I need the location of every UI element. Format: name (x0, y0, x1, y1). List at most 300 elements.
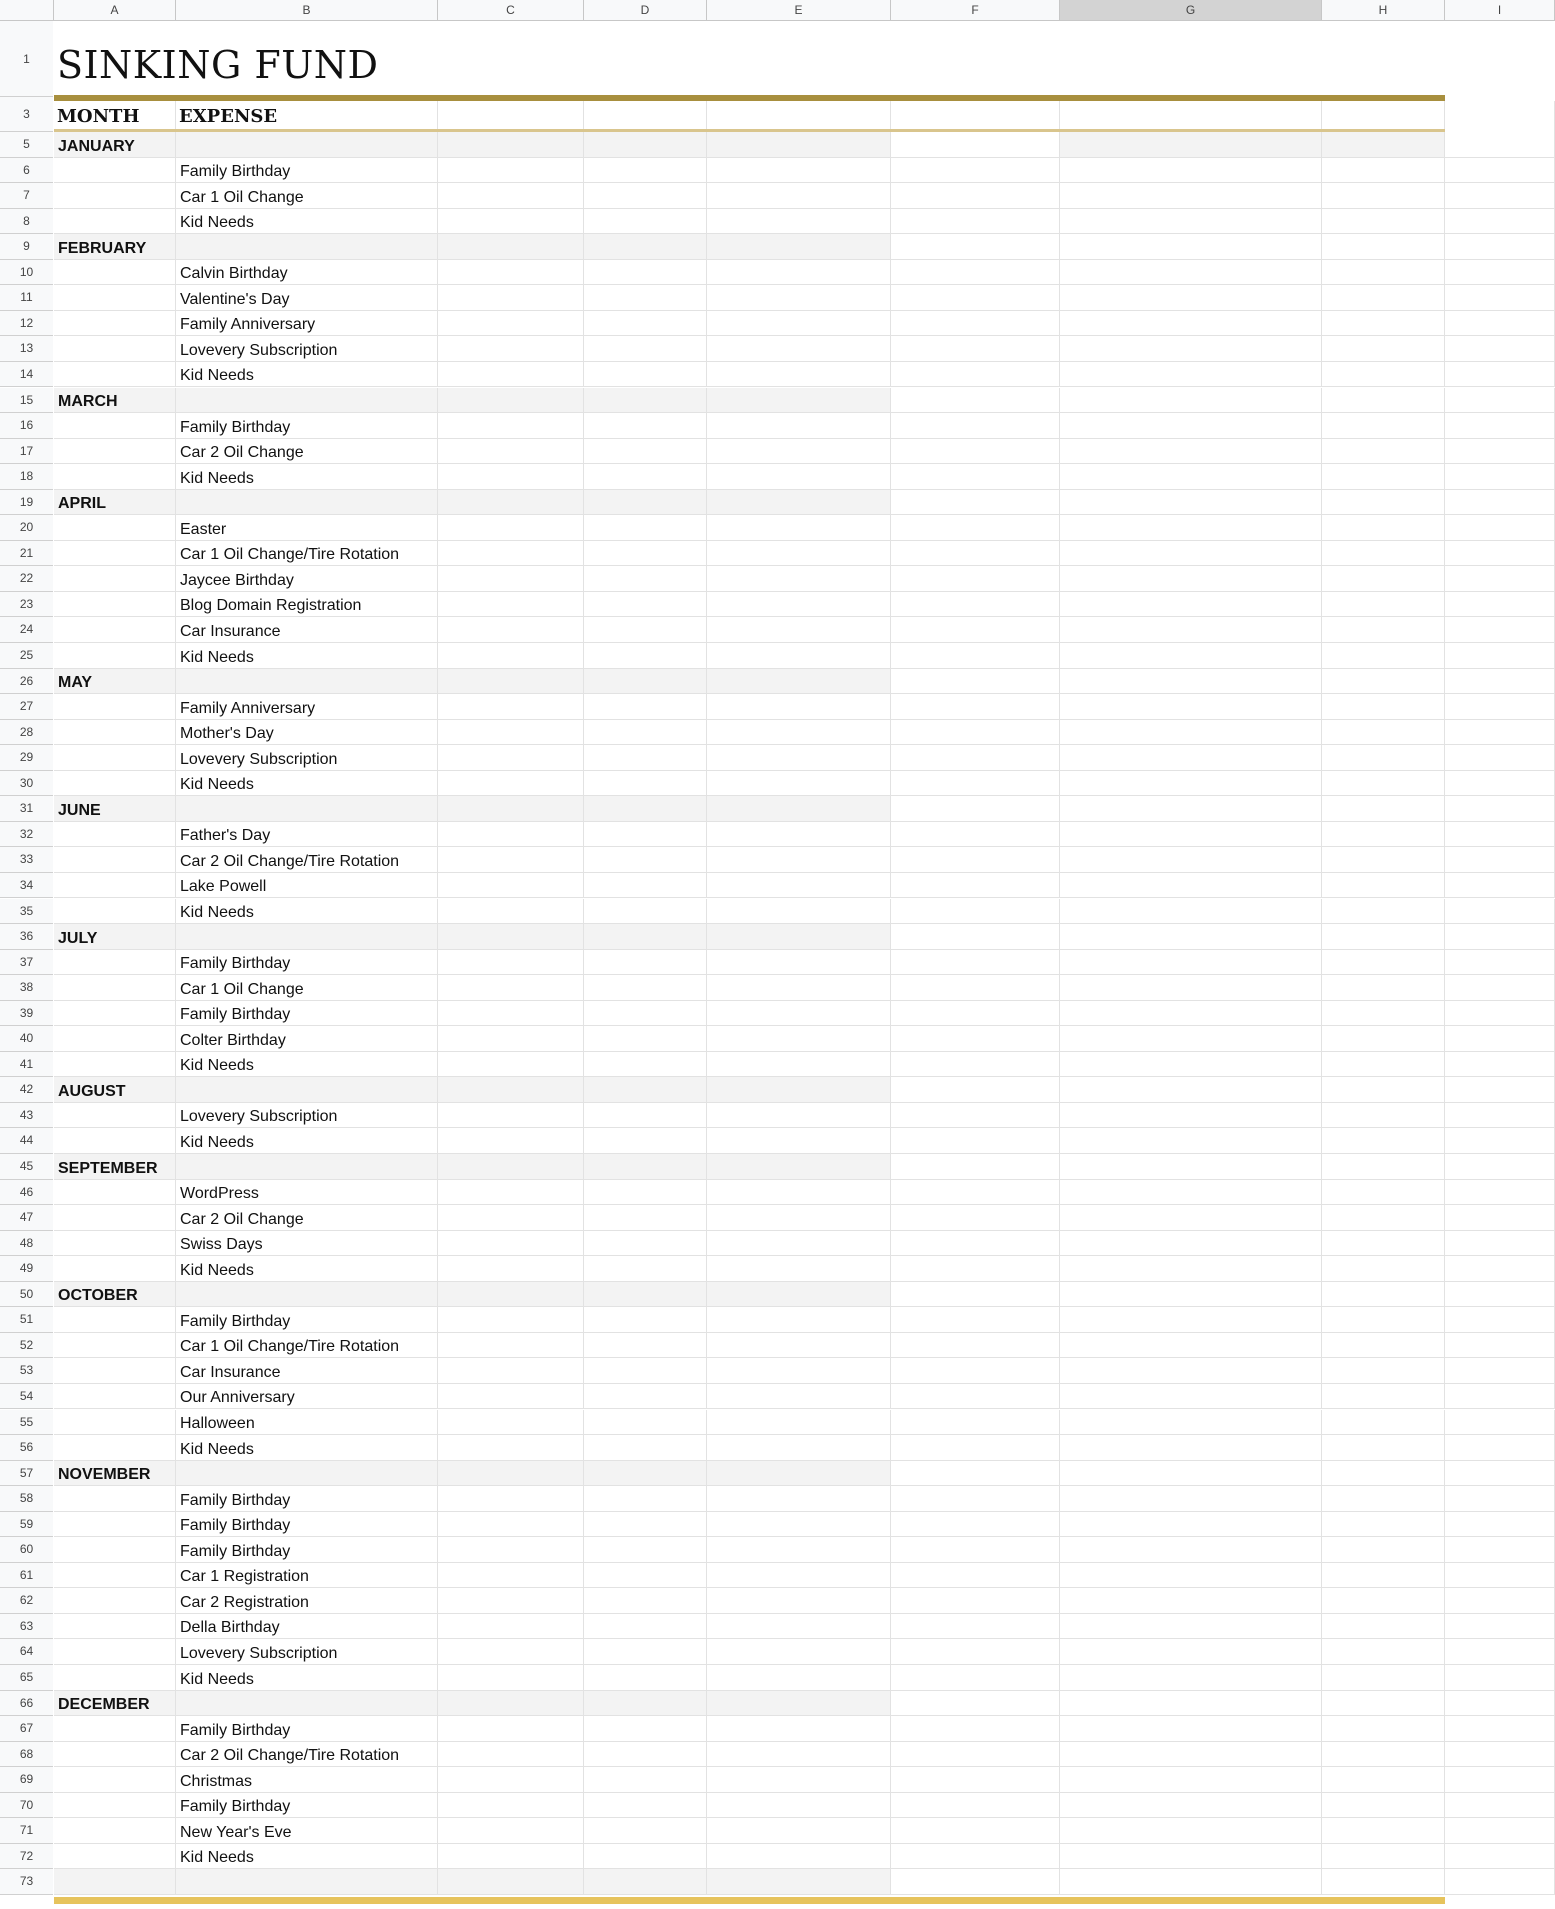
expense-row-cell-d[interactable] (584, 975, 707, 1001)
expense-row-cell-c[interactable] (438, 950, 584, 976)
month-row-cell-f[interactable] (891, 1691, 1060, 1717)
month-row-cell-h[interactable] (1322, 490, 1445, 516)
expense-row-cell-a[interactable] (54, 158, 176, 184)
expense-row-cell-d[interactable] (584, 617, 707, 643)
expense-row-cell-b[interactable]: Halloween (176, 1410, 438, 1436)
expense-row-cell-e[interactable] (707, 1563, 891, 1589)
expense-row-cell-d[interactable] (584, 285, 707, 311)
expense-row-cell-c[interactable] (438, 1639, 584, 1665)
expense-row-cell-g[interactable] (1060, 1537, 1322, 1563)
expense-row-cell-h[interactable] (1322, 1026, 1445, 1052)
expense-row-cell-e[interactable] (707, 1512, 891, 1538)
expense-row-cell-a[interactable] (54, 847, 176, 873)
expense-row-cell-c[interactable] (438, 1665, 584, 1691)
month-row-cell-i[interactable] (1445, 1869, 1555, 1895)
month-row-cell-f[interactable] (891, 1282, 1060, 1308)
month-row-cell-a[interactable]: DECEMBER (54, 1691, 176, 1717)
month-row-cell-d[interactable] (584, 1869, 707, 1895)
expense-row-cell-e[interactable] (707, 771, 891, 797)
row-header-55[interactable]: 55 (0, 1410, 53, 1436)
expense-row-cell-a[interactable] (54, 822, 176, 848)
month-row-cell-a[interactable]: JUNE (54, 796, 176, 822)
row-header-1[interactable]: 1 (0, 21, 53, 97)
expense-row-cell-c[interactable] (438, 745, 584, 771)
expense-row-cell-g[interactable] (1060, 1818, 1322, 1844)
column-header-g[interactable]: G (1060, 0, 1322, 21)
expense-row-cell-c[interactable] (438, 592, 584, 618)
expense-row-cell-c[interactable] (438, 1052, 584, 1078)
expense-row-cell-e[interactable] (707, 899, 891, 925)
expense-row-cell-g[interactable] (1060, 592, 1322, 618)
expense-row-cell-h[interactable] (1322, 1537, 1445, 1563)
expense-row-cell-c[interactable] (438, 1716, 584, 1742)
expense-row-cell-h[interactable] (1322, 1665, 1445, 1691)
expense-row-cell-d[interactable] (584, 1537, 707, 1563)
expense-row-cell-f[interactable] (891, 336, 1060, 362)
row-header-67[interactable]: 67 (0, 1716, 53, 1742)
month-row-cell-i[interactable] (1445, 1461, 1555, 1487)
expense-row-cell-g[interactable] (1060, 1793, 1322, 1819)
expense-row-cell-a[interactable] (54, 541, 176, 567)
expense-row-cell-g[interactable] (1060, 1180, 1322, 1206)
row-header-31[interactable]: 31 (0, 796, 53, 822)
expense-row-cell-f[interactable] (891, 1614, 1060, 1640)
month-row-cell-b[interactable] (176, 1691, 438, 1717)
expense-row-cell-c[interactable] (438, 1333, 584, 1359)
expense-row-cell-e[interactable] (707, 413, 891, 439)
expense-row-cell-c[interactable] (438, 566, 584, 592)
expense-row-cell-h[interactable] (1322, 515, 1445, 541)
month-row-cell-f[interactable] (891, 388, 1060, 414)
row-header-64[interactable]: 64 (0, 1639, 53, 1665)
expense-row-cell-a[interactable] (54, 515, 176, 541)
month-row-cell-b[interactable] (176, 1869, 438, 1895)
expense-row-cell-f[interactable] (891, 209, 1060, 235)
expense-row-cell-i[interactable] (1445, 1742, 1555, 1768)
expense-row-cell-a[interactable] (54, 1818, 176, 1844)
month-row-cell-e[interactable] (707, 1691, 891, 1717)
expense-row-cell-a[interactable] (54, 1256, 176, 1282)
expense-row-cell-f[interactable] (891, 1052, 1060, 1078)
expense-row-cell-i[interactable] (1445, 336, 1555, 362)
expense-row-cell-e[interactable] (707, 592, 891, 618)
row-header-14[interactable]: 14 (0, 362, 53, 388)
expense-row-cell-g[interactable] (1060, 1716, 1322, 1742)
month-row-cell-b[interactable] (176, 388, 438, 414)
expense-row-cell-e[interactable] (707, 285, 891, 311)
expense-row-cell-a[interactable] (54, 1537, 176, 1563)
expense-row-cell-g[interactable] (1060, 209, 1322, 235)
expense-row-cell-f[interactable] (891, 1793, 1060, 1819)
month-row-cell-d[interactable] (584, 234, 707, 260)
month-row-cell-c[interactable] (438, 1282, 584, 1308)
month-row-cell-f[interactable] (891, 490, 1060, 516)
expense-row-cell-i[interactable] (1445, 1358, 1555, 1384)
expense-row-cell-b[interactable]: Valentine's Day (176, 285, 438, 311)
month-row-cell-g[interactable] (1060, 1282, 1322, 1308)
row-header-41[interactable]: 41 (0, 1052, 53, 1078)
expense-row-cell-f[interactable] (891, 1563, 1060, 1589)
expense-row-cell-d[interactable] (584, 1588, 707, 1614)
expense-row-cell-a[interactable] (54, 362, 176, 388)
expense-row-cell-i[interactable] (1445, 1333, 1555, 1359)
month-row-cell-c[interactable] (438, 388, 584, 414)
expense-row-cell-c[interactable] (438, 285, 584, 311)
expense-row-cell-c[interactable] (438, 643, 584, 669)
expense-row-cell-h[interactable] (1322, 1205, 1445, 1231)
month-row-cell-g[interactable] (1060, 1077, 1322, 1103)
expense-row-cell-f[interactable] (891, 1767, 1060, 1793)
expense-row-cell-f[interactable] (891, 413, 1060, 439)
row-header-59[interactable]: 59 (0, 1512, 53, 1538)
expense-row-cell-i[interactable] (1445, 541, 1555, 567)
expense-row-cell-e[interactable] (707, 209, 891, 235)
expense-row-cell-e[interactable] (707, 1410, 891, 1436)
row-header-38[interactable]: 38 (0, 975, 53, 1001)
row-header-63[interactable]: 63 (0, 1614, 53, 1640)
expense-row-cell-b[interactable]: Family Birthday (176, 950, 438, 976)
row-header-44[interactable]: 44 (0, 1128, 53, 1154)
expense-row-cell-e[interactable] (707, 515, 891, 541)
row-header-48[interactable]: 48 (0, 1231, 53, 1257)
month-row-cell-e[interactable] (707, 1077, 891, 1103)
expense-row-cell-i[interactable] (1445, 1793, 1555, 1819)
expense-row-cell-a[interactable] (54, 873, 176, 899)
row-header-5[interactable]: 5 (0, 132, 53, 158)
expense-row-cell-d[interactable] (584, 1128, 707, 1154)
month-row-cell-b[interactable] (176, 796, 438, 822)
month-row-cell-i[interactable] (1445, 234, 1555, 260)
month-row-cell-e[interactable] (707, 924, 891, 950)
expense-row-cell-c[interactable] (438, 515, 584, 541)
expense-row-cell-b[interactable]: Family Birthday (176, 1001, 438, 1027)
row-header-34[interactable]: 34 (0, 873, 53, 899)
expense-row-cell-g[interactable] (1060, 847, 1322, 873)
row-header-73[interactable]: 73 (0, 1869, 53, 1895)
expense-row-cell-e[interactable] (707, 1180, 891, 1206)
expense-row-cell-b[interactable]: Kid Needs (176, 771, 438, 797)
month-row-cell-c[interactable] (438, 1461, 584, 1487)
expense-row-cell-a[interactable] (54, 464, 176, 490)
expense-row-cell-b[interactable]: Car 1 Oil Change/Tire Rotation (176, 541, 438, 567)
expense-row-cell-h[interactable] (1322, 1716, 1445, 1742)
expense-row-cell-a[interactable] (54, 1052, 176, 1078)
expense-row-cell-c[interactable] (438, 1512, 584, 1538)
expense-row-cell-i[interactable] (1445, 899, 1555, 925)
expense-row-cell-d[interactable] (584, 1742, 707, 1768)
expense-row-cell-b[interactable]: Lake Powell (176, 873, 438, 899)
month-row-cell-a[interactable] (54, 1869, 176, 1895)
expense-row-cell-g[interactable] (1060, 515, 1322, 541)
expense-row-cell-g[interactable] (1060, 336, 1322, 362)
expense-row-cell-c[interactable] (438, 1818, 584, 1844)
month-row-cell-g[interactable] (1060, 1691, 1322, 1717)
expense-row-cell-e[interactable] (707, 1052, 891, 1078)
month-row-cell-a[interactable]: FEBRUARY (54, 234, 176, 260)
expense-row-cell-g[interactable] (1060, 899, 1322, 925)
expense-row-cell-a[interactable] (54, 1793, 176, 1819)
expense-row-cell-a[interactable] (54, 209, 176, 235)
expense-row-cell-b[interactable]: Car 1 Registration (176, 1563, 438, 1589)
row-header-15[interactable]: 15 (0, 388, 53, 414)
expense-row-cell-c[interactable] (438, 1026, 584, 1052)
row-header-52[interactable]: 52 (0, 1333, 53, 1359)
expense-row-cell-e[interactable] (707, 847, 891, 873)
expense-row-cell-d[interactable] (584, 515, 707, 541)
row-header-65[interactable]: 65 (0, 1665, 53, 1691)
expense-row-cell-h[interactable] (1322, 1563, 1445, 1589)
row-header-24[interactable]: 24 (0, 617, 53, 643)
expense-row-cell-b[interactable]: Lovevery Subscription (176, 1639, 438, 1665)
month-row-cell-e[interactable] (707, 1154, 891, 1180)
expense-row-cell-a[interactable] (54, 1128, 176, 1154)
expense-row-cell-i[interactable] (1445, 260, 1555, 286)
expense-row-cell-a[interactable] (54, 592, 176, 618)
expense-row-cell-b[interactable]: Colter Birthday (176, 1026, 438, 1052)
expense-row-cell-h[interactable] (1322, 643, 1445, 669)
expense-row-cell-f[interactable] (891, 1742, 1060, 1768)
expense-row-cell-g[interactable] (1060, 362, 1322, 388)
expense-row-cell-c[interactable] (438, 1358, 584, 1384)
month-row-cell-d[interactable] (584, 924, 707, 950)
expense-row-cell-f[interactable] (891, 1001, 1060, 1027)
month-row-cell-c[interactable] (438, 1691, 584, 1717)
expense-row-cell-a[interactable] (54, 1307, 176, 1333)
expense-row-cell-e[interactable] (707, 566, 891, 592)
select-all-corner[interactable] (0, 0, 54, 21)
expense-row-cell-c[interactable] (438, 209, 584, 235)
row-header-25[interactable]: 25 (0, 643, 53, 669)
month-row-cell-a[interactable]: MARCH (54, 388, 176, 414)
month-row-cell-i[interactable] (1445, 1282, 1555, 1308)
expense-row-cell-d[interactable] (584, 592, 707, 618)
expense-row-cell-c[interactable] (438, 1844, 584, 1870)
expense-row-cell-a[interactable] (54, 1486, 176, 1512)
expense-row-cell-d[interactable] (584, 1410, 707, 1436)
expense-row-cell-b[interactable]: Christmas (176, 1767, 438, 1793)
expense-row-cell-c[interactable] (438, 183, 584, 209)
expense-row-cell-i[interactable] (1445, 1052, 1555, 1078)
expense-row-cell-b[interactable]: Lovevery Subscription (176, 1103, 438, 1129)
row-header-9[interactable]: 9 (0, 234, 53, 260)
expense-row-cell-f[interactable] (891, 592, 1060, 618)
month-row-cell-f[interactable] (891, 924, 1060, 950)
expense-row-cell-b[interactable]: Family Birthday (176, 1512, 438, 1538)
expense-row-cell-g[interactable] (1060, 311, 1322, 337)
month-row-cell-c[interactable] (438, 669, 584, 695)
expense-row-cell-g[interactable] (1060, 1384, 1322, 1410)
expense-row-cell-g[interactable] (1060, 1256, 1322, 1282)
expense-row-cell-f[interactable] (891, 1180, 1060, 1206)
expense-row-cell-a[interactable] (54, 771, 176, 797)
row-header-36[interactable]: 36 (0, 924, 53, 950)
expense-row-cell-i[interactable] (1445, 1844, 1555, 1870)
expense-row-cell-d[interactable] (584, 1256, 707, 1282)
row-header-13[interactable]: 13 (0, 336, 53, 362)
expense-row-cell-i[interactable] (1445, 464, 1555, 490)
row-header-54[interactable]: 54 (0, 1384, 53, 1410)
month-row-cell-g[interactable] (1060, 132, 1322, 158)
expense-row-cell-h[interactable] (1322, 1180, 1445, 1206)
expense-row-cell-a[interactable] (54, 720, 176, 746)
expense-row-cell-c[interactable] (438, 1307, 584, 1333)
row-header-3[interactable]: 3 (0, 97, 53, 132)
expense-row-cell-g[interactable] (1060, 1486, 1322, 1512)
expense-row-cell-a[interactable] (54, 1205, 176, 1231)
expense-row-cell-a[interactable] (54, 1716, 176, 1742)
expense-row-cell-d[interactable] (584, 847, 707, 873)
expense-row-cell-c[interactable] (438, 311, 584, 337)
expense-row-cell-g[interactable] (1060, 260, 1322, 286)
expense-row-cell-b[interactable]: Kid Needs (176, 643, 438, 669)
expense-row-cell-g[interactable] (1060, 1128, 1322, 1154)
month-row-cell-d[interactable] (584, 1282, 707, 1308)
expense-row-cell-c[interactable] (438, 1793, 584, 1819)
month-row-cell-d[interactable] (584, 490, 707, 516)
expense-row-cell-f[interactable] (891, 1205, 1060, 1231)
month-row-cell-e[interactable] (707, 669, 891, 695)
month-row-cell-e[interactable] (707, 132, 891, 158)
month-row-cell-b[interactable] (176, 234, 438, 260)
header-cell-i[interactable] (1445, 101, 1555, 132)
row-header-17[interactable]: 17 (0, 439, 53, 465)
expense-row-cell-a[interactable] (54, 1358, 176, 1384)
expense-row-cell-d[interactable] (584, 1716, 707, 1742)
month-row-cell-g[interactable] (1060, 1461, 1322, 1487)
row-header-16[interactable]: 16 (0, 413, 53, 439)
expense-row-cell-b[interactable]: Kid Needs (176, 362, 438, 388)
header-cell-f[interactable] (891, 101, 1060, 132)
expense-row-cell-i[interactable] (1445, 720, 1555, 746)
header-cell-h[interactable] (1322, 101, 1445, 132)
expense-row-cell-e[interactable] (707, 720, 891, 746)
row-header-19[interactable]: 19 (0, 490, 53, 516)
row-header-70[interactable]: 70 (0, 1793, 53, 1819)
expense-row-cell-b[interactable]: Car 1 Oil Change (176, 183, 438, 209)
expense-row-cell-c[interactable] (438, 694, 584, 720)
expense-row-cell-h[interactable] (1322, 183, 1445, 209)
expense-row-cell-g[interactable] (1060, 873, 1322, 899)
expense-row-cell-h[interactable] (1322, 285, 1445, 311)
expense-row-cell-h[interactable] (1322, 311, 1445, 337)
expense-row-cell-g[interactable] (1060, 1767, 1322, 1793)
month-row-cell-h[interactable] (1322, 234, 1445, 260)
expense-row-cell-g[interactable] (1060, 822, 1322, 848)
expense-row-cell-d[interactable] (584, 822, 707, 848)
expense-row-cell-e[interactable] (707, 1205, 891, 1231)
row-header-39[interactable]: 39 (0, 1001, 53, 1027)
row-header-18[interactable]: 18 (0, 464, 53, 490)
expense-row-cell-a[interactable] (54, 1231, 176, 1257)
expense-row-cell-i[interactable] (1445, 1026, 1555, 1052)
expense-row-cell-c[interactable] (438, 1767, 584, 1793)
row-header-46[interactable]: 46 (0, 1180, 53, 1206)
expense-row-cell-h[interactable] (1322, 745, 1445, 771)
expense-row-cell-i[interactable] (1445, 694, 1555, 720)
expense-row-cell-a[interactable] (54, 1844, 176, 1870)
expense-row-cell-i[interactable] (1445, 975, 1555, 1001)
expense-row-cell-h[interactable] (1322, 260, 1445, 286)
expense-row-cell-f[interactable] (891, 1665, 1060, 1691)
row-header-42[interactable]: 42 (0, 1077, 53, 1103)
header-cell-g[interactable] (1060, 101, 1322, 132)
expense-row-cell-d[interactable] (584, 311, 707, 337)
expense-row-cell-i[interactable] (1445, 362, 1555, 388)
expense-row-cell-e[interactable] (707, 1103, 891, 1129)
expense-row-cell-c[interactable] (438, 1103, 584, 1129)
month-row-cell-f[interactable] (891, 1869, 1060, 1895)
expense-row-cell-g[interactable] (1060, 1639, 1322, 1665)
expense-row-cell-a[interactable] (54, 643, 176, 669)
expense-row-cell-d[interactable] (584, 720, 707, 746)
month-row-cell-a[interactable]: JANUARY (54, 132, 176, 158)
expense-row-cell-d[interactable] (584, 541, 707, 567)
expense-row-cell-b[interactable]: Family Anniversary (176, 694, 438, 720)
expense-row-cell-i[interactable] (1445, 745, 1555, 771)
expense-row-cell-e[interactable] (707, 541, 891, 567)
expense-row-cell-f[interactable] (891, 1512, 1060, 1538)
expense-row-cell-b[interactable]: Lovevery Subscription (176, 745, 438, 771)
expense-row-cell-c[interactable] (438, 439, 584, 465)
column-header-i[interactable]: I (1445, 0, 1555, 21)
expense-row-cell-d[interactable] (584, 1205, 707, 1231)
expense-row-cell-a[interactable] (54, 975, 176, 1001)
expense-row-cell-d[interactable] (584, 1486, 707, 1512)
row-header-22[interactable]: 22 (0, 566, 53, 592)
expense-row-cell-i[interactable] (1445, 950, 1555, 976)
row-header-50[interactable]: 50 (0, 1282, 53, 1308)
expense-row-cell-e[interactable] (707, 1026, 891, 1052)
expense-row-cell-i[interactable] (1445, 311, 1555, 337)
expense-row-cell-i[interactable] (1445, 1410, 1555, 1436)
expense-row-cell-f[interactable] (891, 1256, 1060, 1282)
expense-row-cell-d[interactable] (584, 1563, 707, 1589)
expense-row-cell-a[interactable] (54, 413, 176, 439)
month-row-cell-b[interactable] (176, 669, 438, 695)
header-cell-e[interactable] (707, 101, 891, 132)
month-row-cell-e[interactable] (707, 1461, 891, 1487)
expense-row-cell-b[interactable]: Car Insurance (176, 617, 438, 643)
expense-row-cell-e[interactable] (707, 260, 891, 286)
expense-row-cell-d[interactable] (584, 1665, 707, 1691)
month-row-cell-c[interactable] (438, 796, 584, 822)
expense-row-cell-c[interactable] (438, 1486, 584, 1512)
month-row-cell-i[interactable] (1445, 1154, 1555, 1180)
expense-row-cell-d[interactable] (584, 1614, 707, 1640)
expense-row-cell-d[interactable] (584, 1767, 707, 1793)
month-row-cell-i[interactable] (1445, 924, 1555, 950)
row-header-71[interactable]: 71 (0, 1818, 53, 1844)
header-cell-d[interactable] (584, 101, 707, 132)
expense-row-cell-e[interactable] (707, 311, 891, 337)
row-header-37[interactable]: 37 (0, 950, 53, 976)
expense-row-cell-i[interactable] (1445, 515, 1555, 541)
expense-row-cell-c[interactable] (438, 1128, 584, 1154)
expense-row-cell-g[interactable] (1060, 464, 1322, 490)
expense-row-cell-b[interactable]: Car 2 Oil Change (176, 439, 438, 465)
expense-row-cell-b[interactable]: WordPress (176, 1180, 438, 1206)
row-header-8[interactable]: 8 (0, 209, 53, 235)
row-header-61[interactable]: 61 (0, 1563, 53, 1589)
month-row-cell-d[interactable] (584, 1461, 707, 1487)
expense-row-cell-d[interactable] (584, 464, 707, 490)
expense-row-cell-i[interactable] (1445, 643, 1555, 669)
expense-row-cell-g[interactable] (1060, 617, 1322, 643)
expense-row-cell-b[interactable]: Family Birthday (176, 1793, 438, 1819)
row-header-23[interactable]: 23 (0, 592, 53, 618)
expense-row-cell-a[interactable] (54, 1103, 176, 1129)
expense-row-cell-i[interactable] (1445, 617, 1555, 643)
